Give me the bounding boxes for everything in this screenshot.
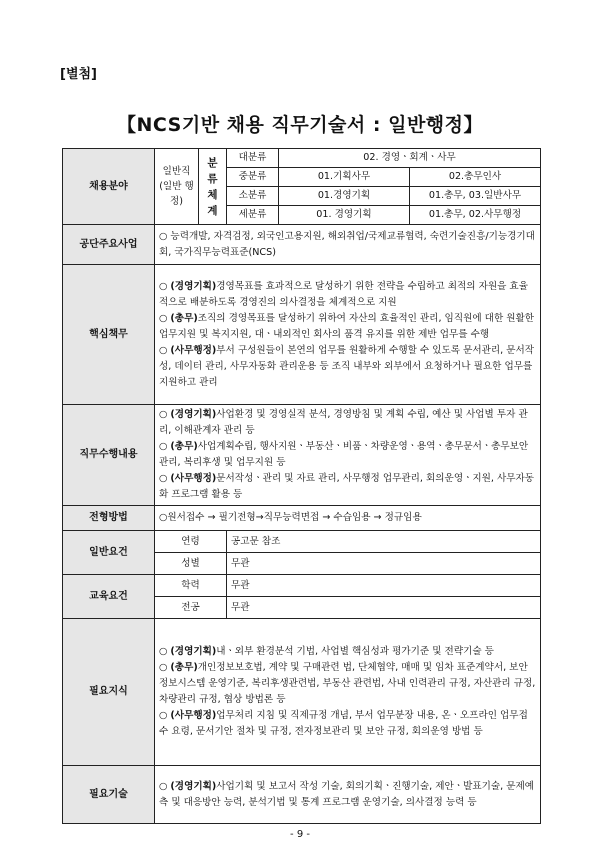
selection-text: ○원서접수 → 필기전형→직무능력면접 → 수습임용 → 정규임용 [155, 506, 541, 531]
list-item: ○ (사무행정)문서작성ㆍ관리 및 자료 관리, 사무행정 업무관리, 회의운영ㆍ지원, 사무자동화 프로그램 활용 등 [159, 473, 535, 500]
list-item: ○ (경영기획)사업기획 및 보고서 작성 기술, 회의기획ㆍ진행기술, 제안ㆍ발표기술, 문제예측 및 대응방안 능력, 분석기법 및 통계 프로그램 운영기술, 의사결정 능력 등 [159, 780, 535, 808]
list-item: ○ (사무행정)업무처리 지침 및 직제규정 개념, 부서 업무분장 내용, 온ㆍ오프라인 업무접수 요령, 문서기안 절차 및 규정, 전자정보관리 및 보안 규정, 회의운영 방법 등 [159, 710, 528, 737]
main-business-label: 공단주요사업 [63, 225, 155, 265]
main-business-text: ○ 능력개발, 자격검정, 외국인고용지원, 해외취업/국제교류협력, 숙련기술진흥/기능경기대회, 국가직무능력표준(NCS) [155, 225, 541, 265]
classification-label: 분류 체계 [199, 149, 227, 225]
list-item: ○ (사무행정)부서 구성원들이 본연의 업무를 원활하게 수행할 수 있도록 문서관리, 문서작성, 데이터 관리, 사무자동화 관리운용 등 조직 내부와 외부에서 요청하거나 필요한 업무를 지원하고 관리 [159, 344, 535, 388]
req-name: 연령 [155, 531, 227, 553]
level-name: 세분류 [227, 206, 279, 225]
job-description-table [62, 148, 541, 824]
job-tasks-content [155, 405, 541, 506]
level-name: 중분류 [227, 168, 279, 187]
knowledge-content [155, 619, 541, 766]
core-duty-content [155, 265, 541, 405]
level-name: 소분류 [227, 187, 279, 206]
req-value: 무관 [227, 553, 541, 575]
page-title: 【NCS기반 채용 직무기술서 : 일반행정】 [116, 114, 484, 136]
level-value: 02. 경영ㆍ회계ㆍ사무 [279, 149, 541, 168]
req-value: 무관 [227, 597, 541, 619]
general-req-label: 일반요건 [63, 531, 155, 575]
level-value-b: 02.총무인사 [410, 168, 541, 187]
req-name: 전공 [155, 597, 227, 619]
level-name: 대분류 [227, 149, 279, 168]
attachment-label: [별첨] [60, 67, 97, 82]
page-number: - 9 - [290, 829, 310, 840]
level-value-b: 01.총무, 03.일반사무 [410, 187, 541, 206]
req-name: 학력 [155, 575, 227, 597]
list-item: ○ (총무)사업계획수립, 행사지원ㆍ부동산ㆍ비품ㆍ차량운영ㆍ용역ㆍ총무문서ㆍ총무보안 관리, 복리후생 및 업무지원 등 [159, 441, 529, 468]
core-duty-label: 핵심책무 [63, 265, 155, 405]
level-value-a: 01.기획사무 [279, 168, 410, 187]
selection-label: 전형방법 [63, 506, 155, 531]
list-item: ○ (경영기획)경영목표를 효과적으로 달성하기 위한 전략을 수립하고 최적의 자원을 효율적으로 배분하도록 경영진의 의사결정을 체계적으로 지원 [159, 280, 528, 308]
job-type: 일반직 (일반 행정) [155, 149, 199, 225]
level-value-a: 01.경영기획 [279, 187, 410, 206]
list-item: ○ (총무)조직의 경영목표를 달성하기 위하여 자산의 효율적인 관리, 임직원에 대한 원활한 업무지원 및 복지지원, 대ㆍ내외적인 회사의 품격 유지를 위한 제반 업무를 수행 [159, 312, 535, 340]
recruit-field-label: 채용분야 [63, 149, 155, 225]
skills-content [155, 766, 541, 824]
req-name: 성별 [155, 553, 227, 575]
skills-label: 필요기술 [63, 766, 155, 824]
list-item: ○ (경영기획)사업환경 및 경영실적 분석, 경영방침 및 계획 수립, 예산 및 사업별 투자 관리, 이해관계자 관리 등 [159, 409, 528, 436]
list-item: ○ (총무)개인정보보호법, 계약 및 구매관련 법, 단체협약, 매매 및 임차 표준계약서, 보안정보시스템 운영기준, 복리후생관련법, 부동산 관련법, 사내 인력관리 규정, 자산관리 규정, 차량관리 규정, 협상 방법론 등 [159, 662, 536, 705]
req-value: 무관 [227, 575, 541, 597]
knowledge-label: 필요지식 [63, 619, 155, 766]
level-value-b: 01.총무, 02.사무행정 [410, 206, 541, 225]
list-item: ○ (경영기획)내ㆍ외부 환경분석 기법, 사업별 핵심성과 평가기준 및 전략기술 등 [159, 646, 494, 657]
level-value-a: 01. 경영기획 [279, 206, 410, 225]
edu-req-label: 교육요건 [63, 575, 155, 619]
job-tasks-label: 직무수행내용 [63, 405, 155, 506]
req-value: 공고문 참조 [227, 531, 541, 553]
